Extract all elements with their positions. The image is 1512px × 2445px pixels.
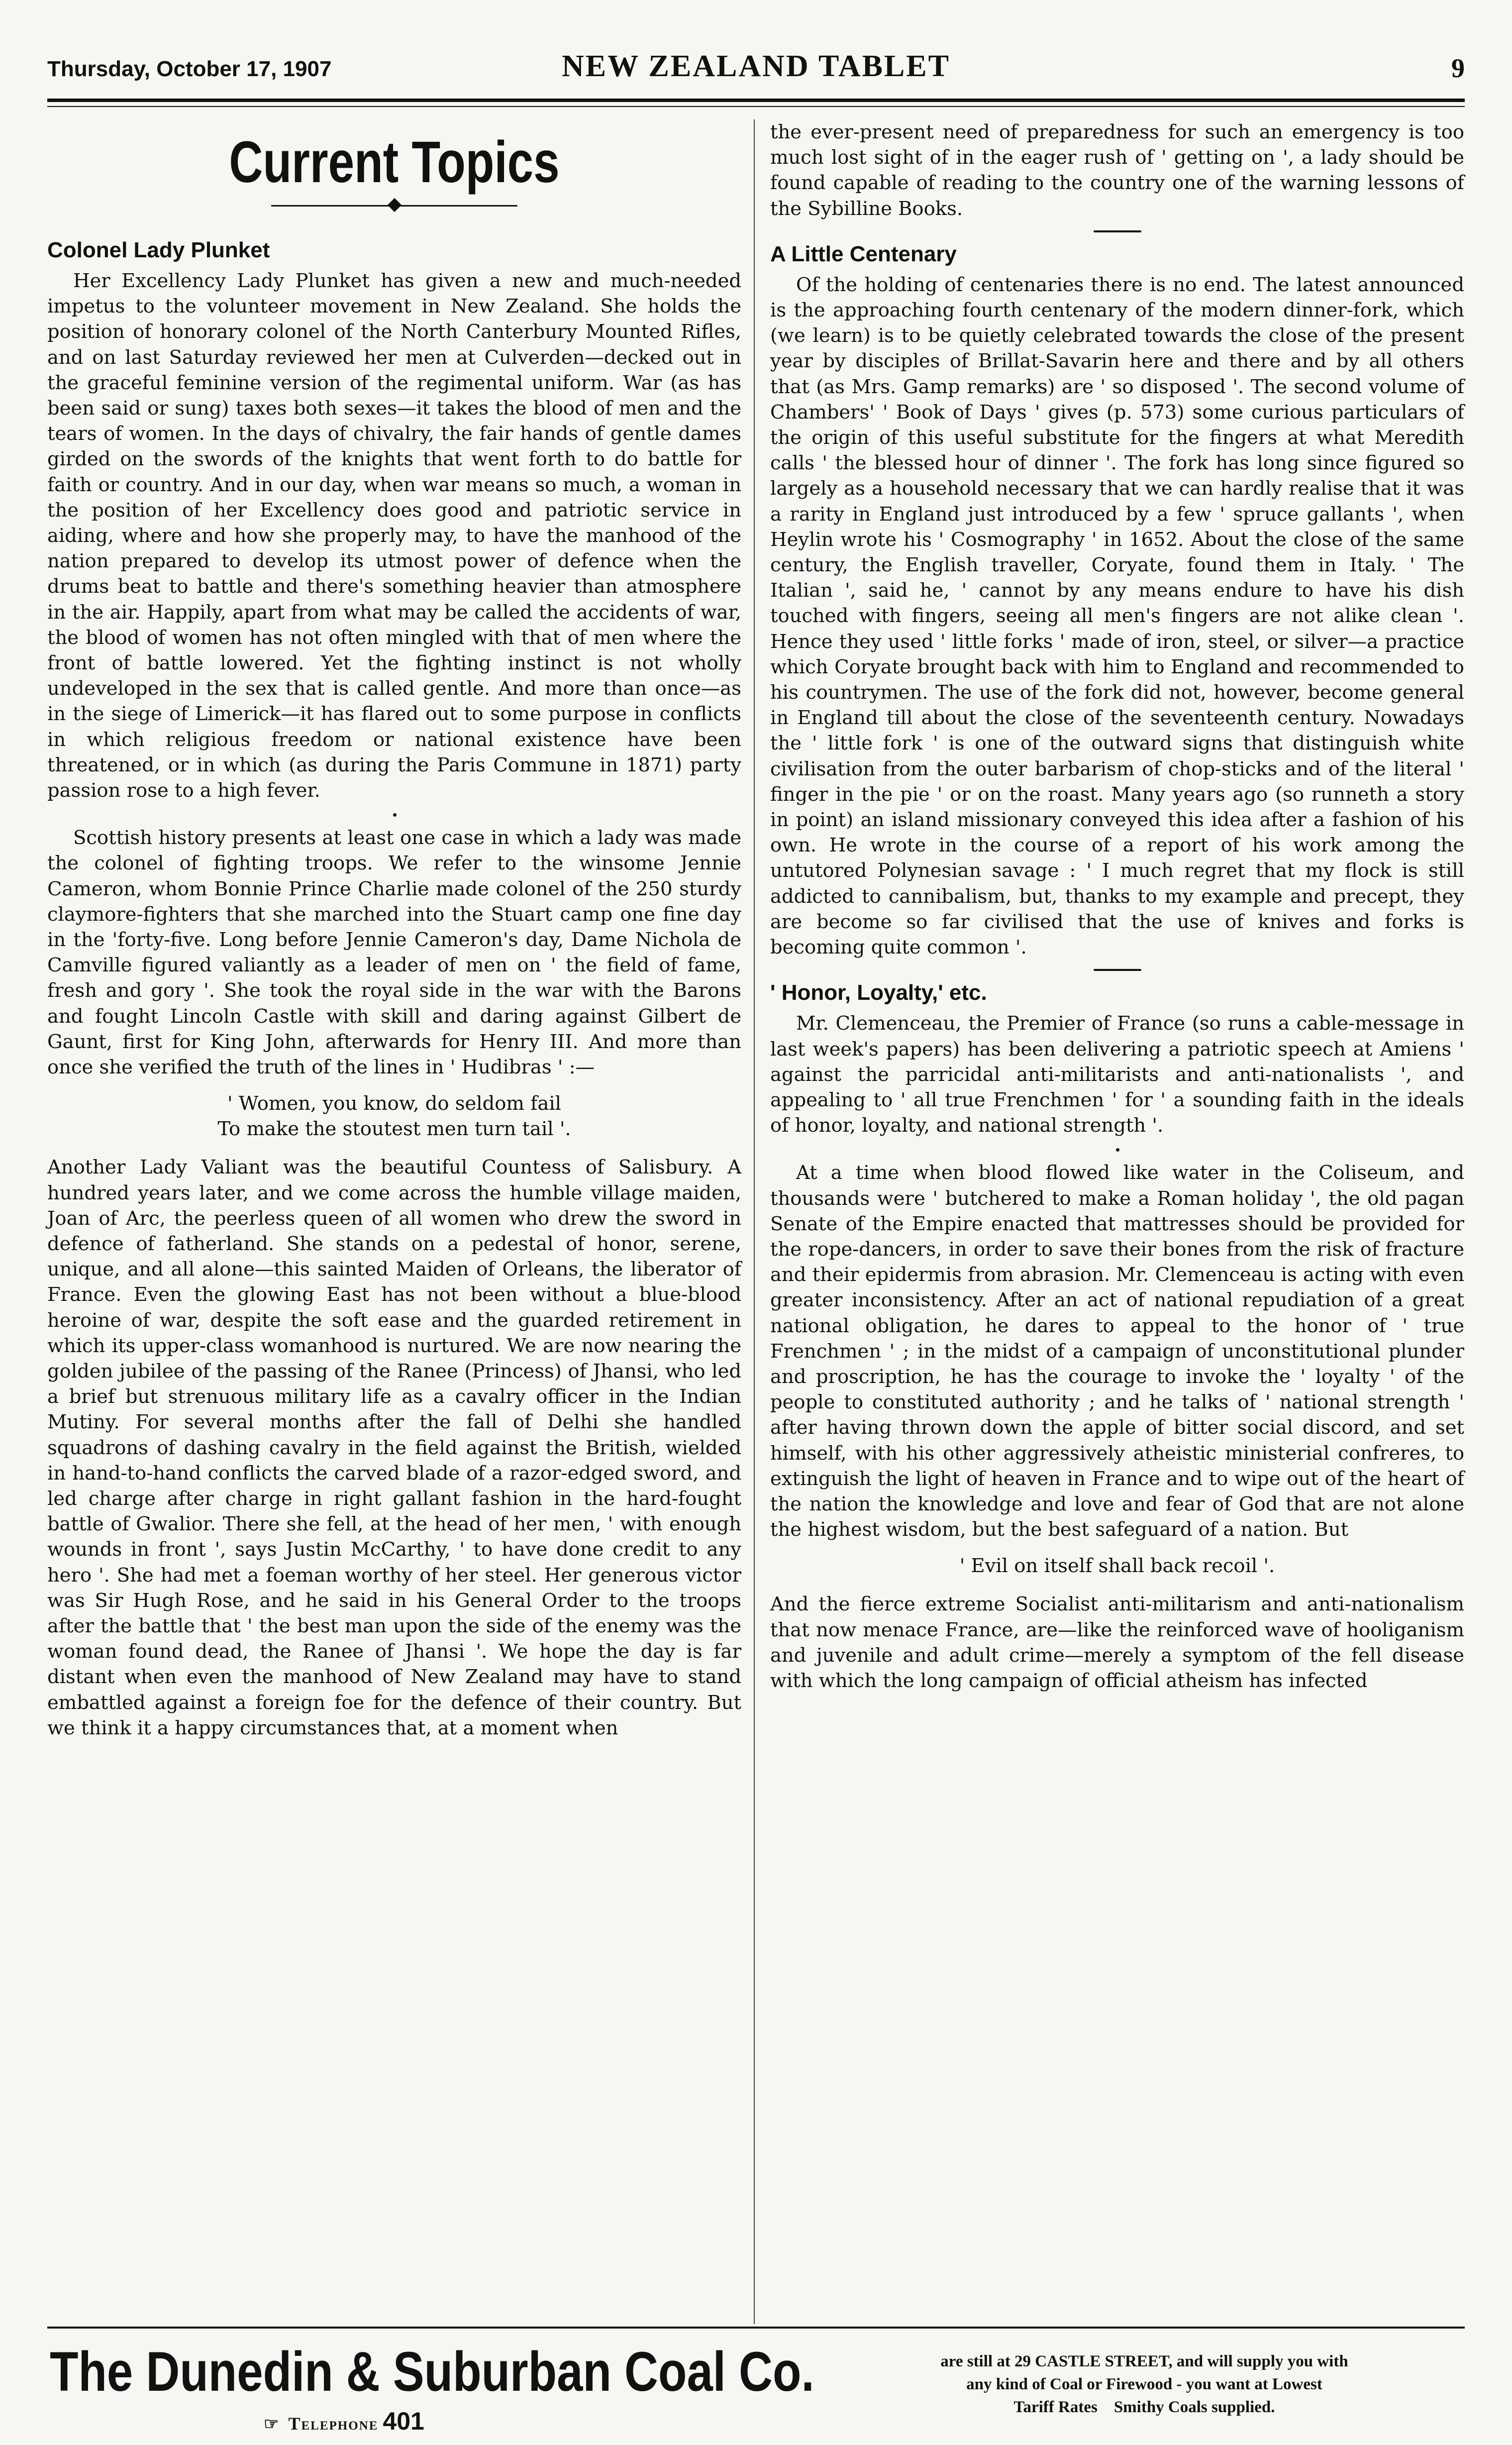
banner-ornament [47, 196, 741, 215]
left-column [47, 119, 741, 1741]
section-bar-separator [770, 960, 1464, 980]
section-title-colonel-lady-plunket: Colonel Lady Plunket [47, 238, 270, 262]
masthead-rule-thick [47, 99, 1465, 102]
pointing-hand-icon: ☞ [264, 2415, 279, 2434]
section-dot-separator [770, 1138, 1464, 1160]
ad-line: Tariff Rates Smithy Coals supplied. [1013, 2398, 1275, 2416]
telephone-label: Telephone [288, 2414, 379, 2434]
paragraph-continued: the ever-present need of preparedness for such an emergency is too much lost sight of in the eager rush of ' getting on ', a lady should be found capable of reading to the country one of the warning lessons of the Sybilline Books. [770, 121, 1464, 220]
advertisement-text [823, 2350, 1465, 2419]
advertiser-name: The Dunedin & Suburban Coal Co. [50, 2340, 814, 2403]
paragraph: And the fierce extreme Socialist anti-militarism and anti-nationalism that now menace France, are—like the reinforced wave of hooliganism and juvenile and adult crime—merely a symptom of the fell disease with which the long campaign of official atheism has infected [770, 1593, 1464, 1692]
paragraph: Another Lady Valiant was the beautiful Countess of Salisbury. A hundred years later, and we come across the humble village maiden, Joan of Arc, the peerless queen of all women who drew the sword in defence of fatherland. She stands on a pedestal of honor, serene, unique, and all alone—this sainted Maiden of Orleans, the liberator of France. Even the glowing East has not been without a blue-blood heroine of war, despite the soft ease and the guarded retirement in which its upper-class womanhood is nurtured. We are now nearing the golden jubilee of the passing of the Ranee (Princess) of Jhansi, who led a brief but strenuous military life as a cavalry officer in the Indian Mutiny. For several months after the fall of Delhi she handled squadrons of dashing cavalry in the field against the British, wielded in hand-to-hand conflicts the carved blade of a razor-edged sword, and led charge after charge in right gallant fashion in the hard-fought battle of Gwalior. There she fell, at the head of her men, ' with enough wounds in front ', says Justin McCarthy, ' to have done credit to any hero '. She had met a foeman worthy of her steel. Her generous victor was Sir Hugh Rose, and he said in his General Order to the troops after the battle that ' the best man upon the side of the enemy was the woman found dead, the Ranee of Jhansi '. We hope the day is far distant when even the manhood of New Zealand may have to stand embattled against a foreign foe for the defence of their country. But we think it a happy circumstances that, at a moment when [47, 1156, 741, 1739]
paragraph: Scottish history presents at least one case in which a lady was made the colonel of fighting troops. We refer to the winsome Jennie Cameron, whom Bonnie Prince Charlie made colonel of the 250 sturdy claymore-fighters that she marched into the Stuart camp one fine day in the 'forty-five. Long before Jennie Cameron's day, Dame Nichola de Camville figured valiantly as a leader of men on ' the field of fame, fresh and gory '. She took the royal side in the war with the Barons and fought Lincoln Castle with skill and daring against Gilbert de Gaunt, first for King John, afterwards for Henry III. And more than once she verified the truth of the lines in ' Hudibras ' :— [47, 827, 741, 1079]
section-title-honor-loyalty: ' Honor, Loyalty,' etc. [770, 980, 987, 1005]
advertisement-rule [47, 2327, 1465, 2329]
ad-line: are still at 29 CASTLE STREET, and will supply you with [940, 2352, 1348, 2370]
publication-title: NEW ZEALAND TABLET [562, 49, 950, 83]
telephone-number: 401 [383, 2407, 424, 2435]
verse-line: To make the stoutest men turn tail '. [217, 1118, 571, 1141]
masthead [47, 40, 1465, 96]
paragraph: Mr. Clemenceau, the Premier of France (so runs a cable-message in last week's papers) has been delivering a patriotic speech at Amiens ' against the parricidal anti-militarists and anti-nationalists ', and appealing to ' all true Frenchmen ' for ' a sounding faith in the ideals of honor, loyalty, and national strength '. [770, 1012, 1464, 1137]
masthead-rule-thin [47, 106, 1465, 107]
section-title-little-centenary: A Little Centenary [770, 241, 957, 266]
section-dot-separator [47, 803, 741, 825]
section-bar-separator [770, 221, 1464, 241]
quote-line: ' Evil on itself shall back recoil '. [959, 1555, 1275, 1578]
page-number: 9 [1451, 53, 1465, 83]
ad-line: any kind of Coal or Firewood - you want at Lowest [966, 2375, 1322, 2393]
current-topics-banner: Current Topics [229, 129, 560, 195]
right-column [770, 119, 1464, 1694]
advertiser-telephone [264, 2407, 424, 2436]
hudibras-verse [47, 1091, 741, 1142]
issue-date: Thursday, October 17, 1907 [47, 57, 332, 81]
paragraph: At a time when blood flowed like water in the Coliseum, and thousands were ' butchered to make a Roman holiday ', the old pagan Senate of the Empire enacted that mattresses should be provided for the rope-dancers, in order to save their bones from the risk of fracture and their epidermis from abrasion. Mr. Clemenceau is acting with even greater inconsistency. After an act of national repudiation of a great national obligation, he dares to appeal to the honor of ' true Frenchmen ' ; in the midst of a campaign of unconstitutional plunder and proscription, he has the courage to invoke the ' loyalty ' of the people to constituted authority ; and he talks of ' national strength ' after having thrown down the apple of bitter social discord, and set himself, with his other aggressively atheistic ministerial confreres, to extinguish the light of heaven in France and to wipe out of the heart of the nation the knowledge and love and fear of God that are not alone the highest wisdom, but the best safeguard of a nation. But [770, 1162, 1464, 1541]
verse-line: ' Women, you know, do seldom fail [227, 1092, 561, 1115]
column-divider [754, 119, 755, 2324]
paragraph: Her Excellency Lady Plunket has given a new and much-needed impetus to the volunteer movement in New Zealand. She holds the position of honorary colonel of the North Canterbury Mounted Rifles, and on last Saturday reviewed her men at Culverden—decked out in the graceful feminine version of the regimental uniform. War (as has been said or sung) taxes both sexes—it takes the blood of men and the tears of women. In the days of chivalry, the fair hands of gentle dames girded on the swords of the knights that went forth to do battle for faith or country. And in our day, when war means so much, a woman in the position of her Excellency does good and patriotic service in aiding, where and how she properly may, to have the manhood of the nation prepared to develop its utmost power of defence when the drums beat to battle and there's something heavier than atmosphere in the air. Happily, apart from what may be called the accidents of war, the blood of women has not often mingled with that of men where the front of battle lowered. Yet the fighting instinct is not wholly undeveloped in the sex that is called gentle. And more than once—as in the siege of Limerick—it has flared out to some purpose in conflicts in which religious freedom or national existence have been threatened, or in which (as during the Paris Commune in 1871) party passion rose to a high fever. [47, 270, 741, 802]
paragraph: Of the holding of centenaries there is no end. The latest announced is the approaching fourth centenary of the modern dinner-fork, which (we learn) is to be quietly celebrated towards the close of the present year by disciples of Brillat-Savarin here and there and by all others that (as Mrs. Gamp remarks) are ' so disposed '. The second volume of Chambers' ' Book of Days ' gives (p. 573) some curious particulars of the origin of this useful substitute for the fingers at what Meredith calls ' the blessed hour of dinner '. The fork has long since figured so largely as a household necessary that we can hardly realise that it was a rarity in England just introduced by a few ' spruce gallants ', when Heylin wrote his ' Cosmography ' in 1652. About the close of the same century, the English traveller, Coryate, found them in Italy. ' The Italian ', said he, ' cannot by any means endure to have his dish touched with fingers, seeing all men's fingers are not alike clean '. Hence they used ' little forks ' made of iron, steel, or silver—a practice which Coryate brought back with him to England and recommended to his countrymen. The use of the fork did not, however, become general in England till about the close of the seventeenth century. Nowadays the ' little fork ' is one of the outward signs that distinguish white civilisation from the outer barbarism of chop-sticks and of the literal ' finger in the pie ' or on the roast. Many years ago (so runneth a story in point) an island missionary conveyed this idea after a fashion of his own. He wrote in the course of a report of his work among the untutored Polynesian savage : ' I much regret that my flock is still addicted to cannibalism, but, thanks to my example and precept, they are become so far civilised that the use of knives and forks is becoming quite common '. [770, 273, 1464, 959]
